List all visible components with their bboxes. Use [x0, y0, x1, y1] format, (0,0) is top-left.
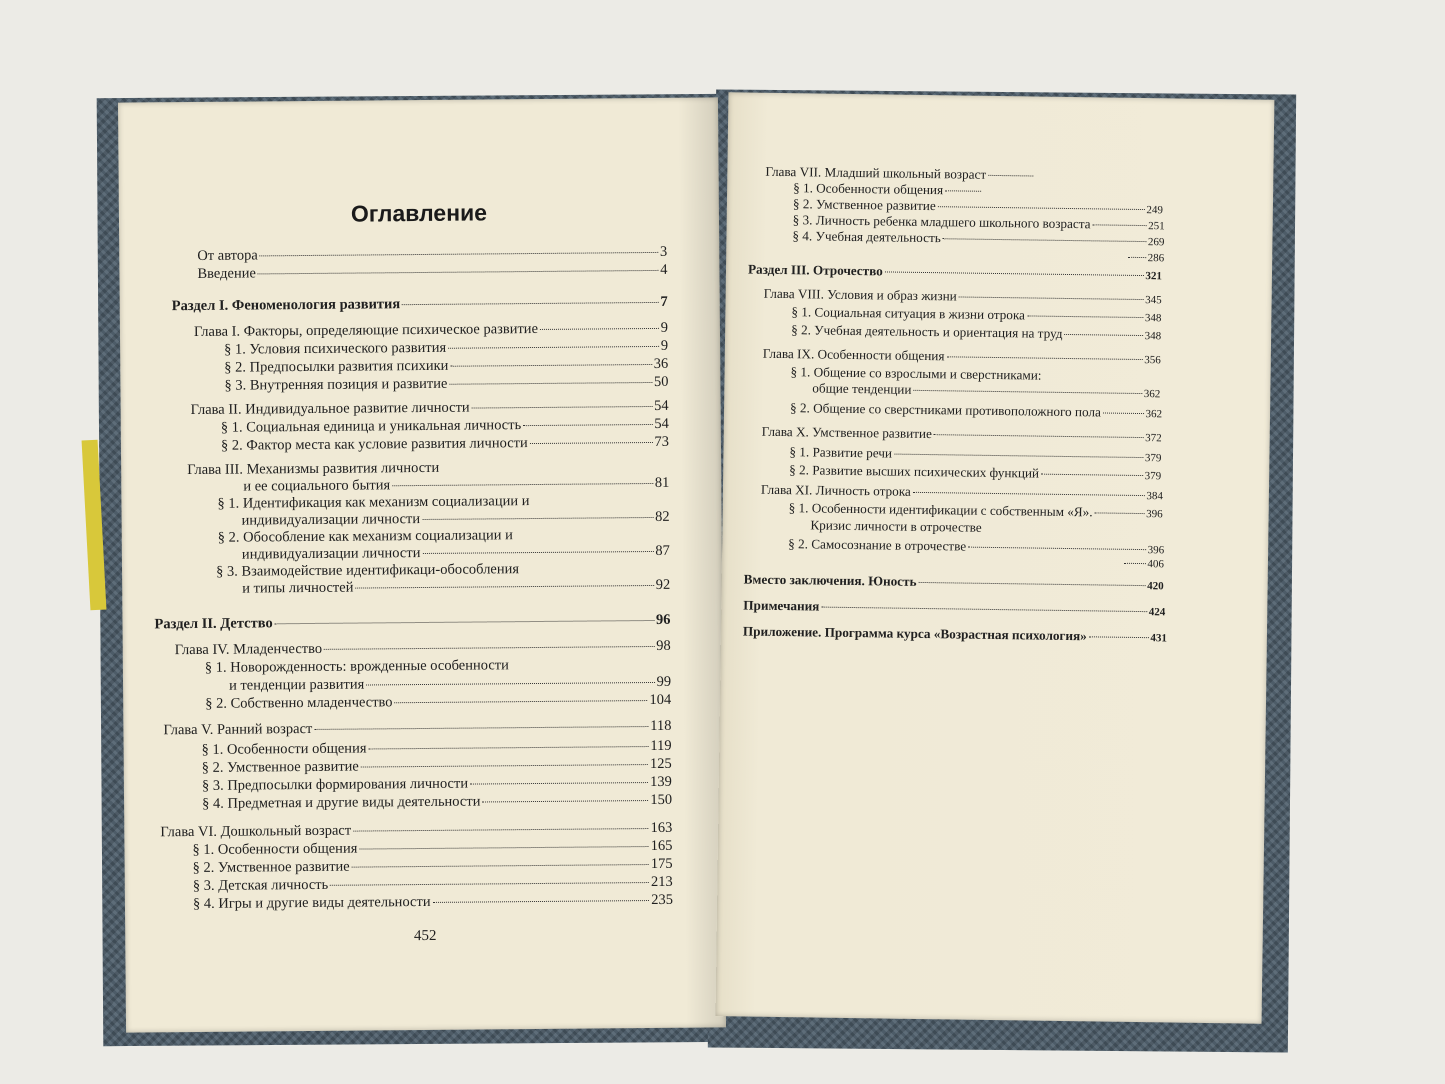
- toc-section: Раздел III. Отрочество 321: [747, 261, 1163, 283]
- toc-entry-line1: § 1. Новорожденность: врожденные особенности: [204, 657, 509, 676]
- toc-section: Примечания 424: [743, 597, 1166, 619]
- toc-chapter: Глава VII. Младший школьный возраст: [765, 163, 1035, 184]
- right-page: [716, 92, 1275, 1024]
- toc-section: Раздел I. Феноменология развития 7: [171, 293, 668, 315]
- left-page: [118, 97, 726, 1032]
- toc-entry: § 1. Социальная ситуация в жизни отрока 348: [791, 304, 1162, 325]
- toc-entry: § 1. Условия психического развития 9: [224, 337, 669, 358]
- toc-chapter: Глава XI. Личность отрока 384: [760, 481, 1163, 503]
- toc-section: Раздел II. Детство 96: [154, 611, 671, 633]
- toc-entry: § 2. Умственное развитие 175: [192, 855, 673, 877]
- toc-entry-line1: § 1. Идентификация как механизм социализации и: [217, 493, 530, 512]
- toc-chapter: и ее социального бытия 81: [243, 474, 670, 495]
- toc-entry: § 1. Особенности общения 165: [192, 837, 673, 859]
- toc-entry: индивидуализации личности 82: [241, 508, 670, 529]
- toc-entry: § 4. Учебная деятельность 269: [792, 228, 1165, 249]
- toc-chapter: Глава I. Факторы, определяющие психическое развитие 9: [193, 319, 669, 340]
- toc-chapter: Глава X. Умственное развитие 372: [761, 423, 1162, 445]
- toc-entry-line1: § 2. Обособление как механизм социализации и: [217, 527, 513, 546]
- toc-chapter: Глава VIII. Условия и образ жизни 345: [763, 285, 1162, 307]
- toc-entry: § 1. Особенности общения 119: [201, 737, 672, 758]
- toc-entry: § 2. Умственное развитие 125: [201, 755, 672, 776]
- toc-entry: § 2. Фактор места как условие развития личности 73: [220, 433, 670, 454]
- toc-section: Приложение. Программа курса «Возрастная психология» 431: [742, 623, 1167, 645]
- page-number: 452: [413, 927, 437, 945]
- toc-entry: § 1. Социальная единица и уникальная личность 54: [220, 415, 669, 436]
- toc-entry: § 1. Развитие речи 379: [789, 444, 1162, 465]
- toc-entry: Введение 4: [197, 261, 668, 282]
- toc-chapter: Глава II. Индивидуальное развитие личности 54: [190, 397, 669, 419]
- toc-page-ref: 286: [1126, 250, 1164, 268]
- toc-entry: § 2. Собственно младенчество 104: [205, 691, 672, 712]
- toc-entry: § 4. Предметная и другие виды деятельности 150: [202, 791, 673, 812]
- toc-entry: § 1. Особенности общения: [793, 179, 983, 199]
- toc-entry: § 2. Общение со сверстниками противоположного пола 362: [789, 400, 1163, 421]
- toc-page-ref: 406: [1122, 556, 1164, 574]
- toc-chapter-line1: Глава III. Механизмы развития личности: [187, 459, 440, 479]
- toc-section: Вместо заключения. Юность 420: [743, 571, 1164, 593]
- toc-entry-line1: § 1. Общение со взрослыми и сверстниками:: [790, 364, 1042, 383]
- toc-entry: § 2. Учебная деятельность и ориентация на труд 348: [791, 322, 1162, 343]
- toc-entry-line1: § 3. Взаимодействие идентификаци-обособления: [215, 561, 520, 580]
- toc-entry: и тенденции развития 99: [228, 673, 672, 694]
- toc-entry: § 2. Самосознание в отрочестве 396: [788, 536, 1165, 557]
- toc-entry: § 2. Развитие высших психических функций 379: [789, 462, 1162, 483]
- toc-chapter: Глава V. Ранний возраст 118: [163, 717, 672, 739]
- toc-entry: От автора 3: [197, 243, 668, 264]
- toc-entry-line2: Кризис личности в отрочестве: [810, 517, 982, 535]
- toc-entry: § 1. Особенности идентификации с собственным «Я». 396: [788, 500, 1163, 521]
- toc-entry: § 3. Личность ребенка младшего школьного возраста 251: [792, 212, 1165, 233]
- toc-entry: индивидуализации личности 87: [241, 542, 670, 563]
- toc-chapter: Глава IV. Младенчество 98: [174, 637, 671, 659]
- toc-entry: § 2. Предпосылки развития психики 36: [224, 355, 669, 376]
- toc-entry: § 3. Внутренняя позиция и развитие 50: [224, 373, 669, 394]
- toc-entry: § 3. Детская личность 213: [192, 873, 673, 895]
- toc-chapter: Глава IX. Особенности общения 356: [762, 345, 1161, 367]
- toc-entry: § 2. Умственное развитие 249: [792, 196, 1163, 217]
- toc-entry: § 4. Игры и другие виды деятельности 235: [192, 891, 674, 913]
- toc-entry: и типы личностей 92: [242, 576, 671, 597]
- toc-entry: § 3. Предпосылки формирования личности 139: [201, 773, 672, 794]
- toc-entry: общие тенденции 362: [812, 380, 1161, 401]
- toc-title: Оглавление: [350, 199, 488, 227]
- toc-chapter: Глава VI. Дошкольный возраст 163: [160, 819, 673, 841]
